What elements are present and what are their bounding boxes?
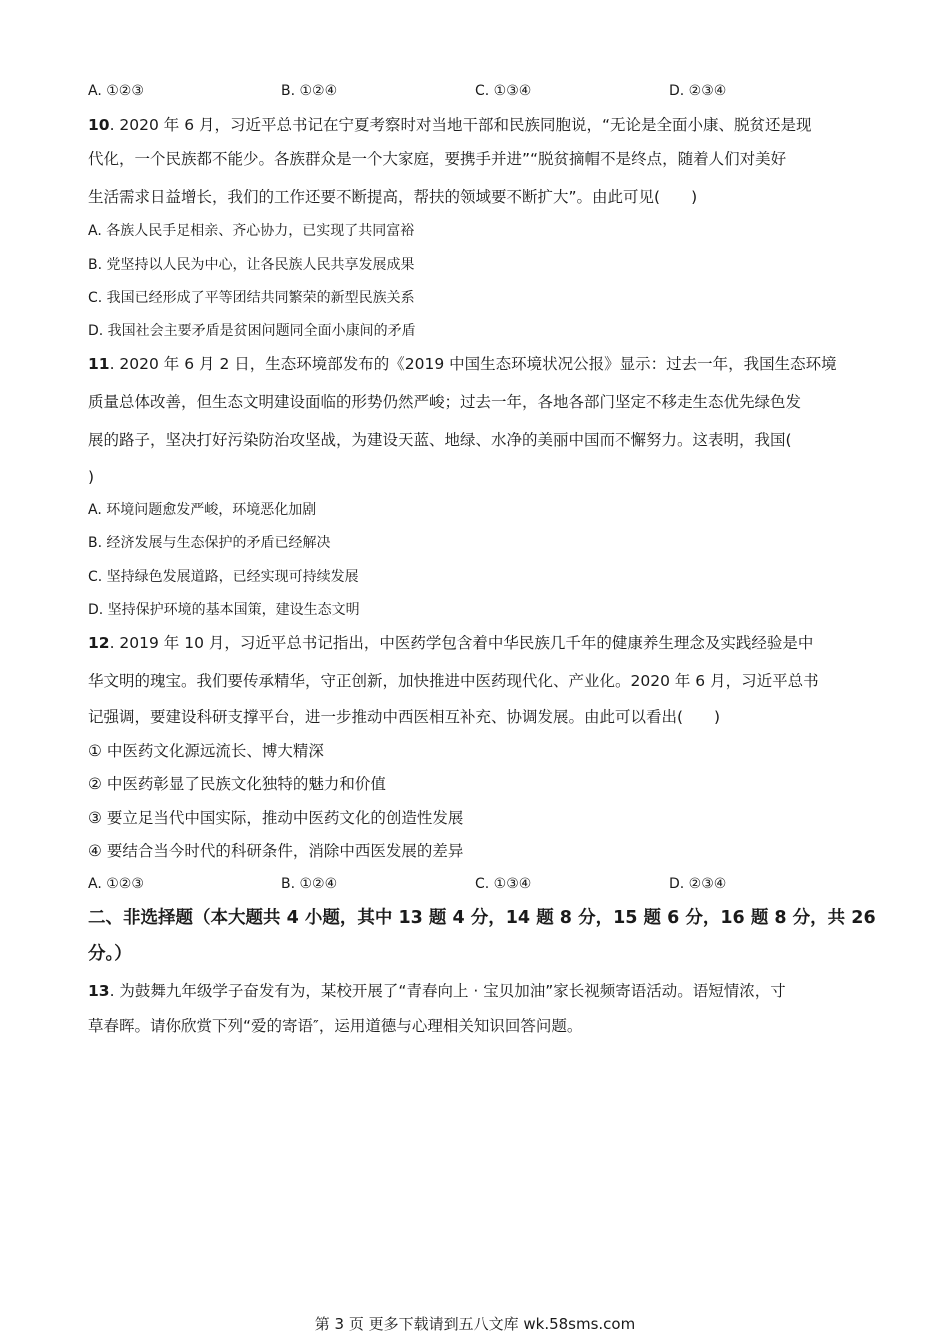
- q13-stem-line-1: 13. 为鼓舞九年级学子奋发有为，某校开展了“青春向上 · 宝贝加油”家长视频寄语活动。语短情浓，寸: [88, 982, 786, 1000]
- section-heading-line-1: 二、非选择题（本大题共 4 小题，其中 13 题 4 分，14 题 8 分，15 题 6 分，16 题 8 分，共 26: [88, 908, 876, 928]
- q12-number: 12: [88, 634, 110, 652]
- q12-choice-c: C. ①③④: [475, 876, 532, 892]
- q9-choice-b: B. ①②④: [281, 83, 338, 99]
- q11-stem-line-3: 展的路子，坚决打好污染防治攻坚战，为建设天蓝、地绿、水净的美丽中国而不懈努力。这表明，我国(: [88, 431, 792, 449]
- q12-choice-d: D. ②③④: [669, 876, 727, 892]
- q12-choice-b: B. ①②④: [281, 876, 338, 892]
- q9-choice-d: D. ②③④: [669, 83, 727, 99]
- q11-option-c: C. 坚持绿色发展道路，已经实现可持续发展: [88, 569, 359, 585]
- q11-number: 11: [88, 355, 110, 373]
- q12-statement-3: ③ 要立足当代中国实际，推动中医药文化的创造性发展: [88, 809, 464, 827]
- q13-stem-line-2: 草春晖。请你欣赏下列“爱的寄语″，运用道德与心理相关知识回答问题。: [88, 1017, 583, 1035]
- q12-stem-line-2: 华文明的瑰宝。我们要传承精华，守正创新，加快推进中医药现代化、产业化。2020 年 6 月，习近平总书: [88, 672, 819, 690]
- q11-stem-line-1: 11. 2020 年 6 月 2 日，生态环境部发布的《2019 中国生态环境状况公报》显示：过去一年，我国生态环境: [88, 355, 837, 373]
- q12-choice-a: A. ①②③: [88, 876, 144, 892]
- q10-stem-line-2: 代化，一个民族都不能少。各族群众是一个大家庭，要携手并进”“脱贫摘帽不是终点，随着人们对美好: [88, 150, 787, 168]
- q9-choice-c: C. ①③④: [475, 83, 532, 99]
- q11-stem-line-4: ): [88, 468, 95, 486]
- q11-stem-line-2: 质量总体改善，但生态文明建设面临的形势仍然严峻；过去一年，各地各部门坚定不移走生态优先绿色发: [88, 393, 802, 411]
- q12-stem-line-3: 记强调，要建设科研支撑平台，进一步推动中西医相互补充、协调发展。由此可以看出( ): [88, 708, 721, 726]
- q10-option-b: B. 党坚持以人民为中心，让各民族人民共享发展成果: [88, 257, 415, 273]
- q10-option-a: A. 各族人民手足相亲、齐心协力，已实现了共同富裕: [88, 223, 415, 239]
- q10-option-d: D. 我国社会主要矛盾是贫困问题同全面小康间的矛盾: [88, 323, 416, 339]
- q12-statement-1: ① 中医药文化源远流长、博大精深: [88, 742, 324, 760]
- section-heading-line-2: 分。）: [88, 944, 132, 964]
- q9-choice-a: A. ①②③: [88, 83, 144, 99]
- q11-option-a: A. 环境问题愈发严峻，环境恶化加剧: [88, 502, 317, 518]
- q12-statement-4: ④ 要结合当今时代的科研条件，消除中西医发展的差异: [88, 842, 464, 860]
- page-footer: 第 3 页 更多下载请到五八文库 wk.58sms.com: [314, 1315, 636, 1333]
- q10-stem-line-1: 10. 2020 年 6 月，习近平总书记在宁夏考察时对当地干部和民族同胞说，“无论是全面小康、脱贫还是现: [88, 116, 812, 134]
- q12-statement-2: ② 中医药彰显了民族文化独特的魅力和价值: [88, 775, 386, 793]
- q11-option-d: D. 坚持保护环境的基本国策，建设生态文明: [88, 602, 360, 618]
- q10-number: 10: [88, 116, 110, 134]
- q13-number: 13: [88, 982, 110, 1000]
- q12-stem-line-1: 12. 2019 年 10 月，习近平总书记指出，中医药学包含着中华民族几千年的健康养生理念及实践经验是中: [88, 634, 814, 652]
- q10-option-c: C. 我国已经形成了平等团结共同繁荣的新型民族关系: [88, 290, 415, 306]
- q11-option-b: B. 经济发展与生态保护的矛盾已经解决: [88, 535, 331, 551]
- q10-stem-line-3: 生活需求日益增长，我们的工作还要不断提高，帮扶的领域要不断扩大”。由此可见( ): [88, 188, 698, 206]
